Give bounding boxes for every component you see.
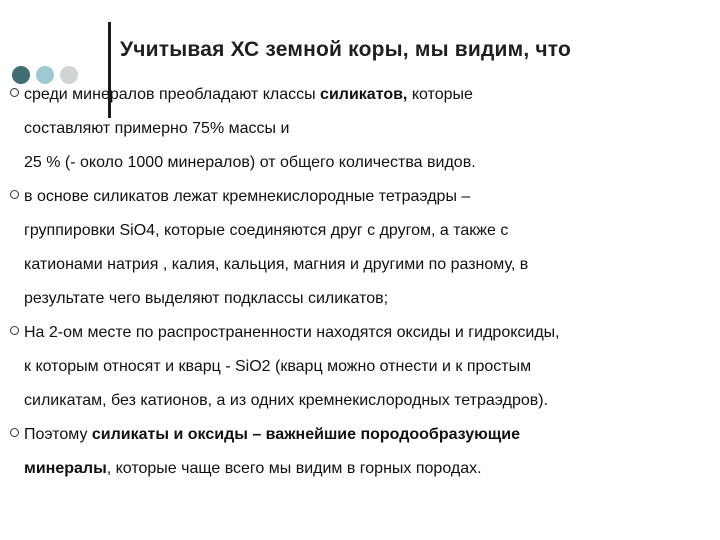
bullet-text-line	[0, 384, 720, 418]
bullet-circle-icon	[10, 428, 19, 437]
bullet-text-line	[0, 214, 720, 248]
bullet-item	[0, 316, 720, 418]
bullet-text-line	[0, 316, 720, 350]
bullet-text-line	[0, 146, 720, 180]
bullet-circle-icon	[10, 88, 19, 97]
bullet-text-line	[0, 418, 720, 452]
bullet-item	[0, 180, 720, 316]
text-segment: , которые чаще всего мы видим в горных породах.	[106, 460, 482, 477]
text-segment: 25 % (- около 1000 минералов) от общего количества видов.	[24, 154, 476, 171]
text-segment: составляют примерно 75% массы и	[24, 120, 290, 137]
text-segment: в основе силикатов лежат кремнекислородные тетраэдры –	[24, 188, 471, 205]
text-segment: которые	[407, 86, 473, 103]
bold-text: минералы	[24, 460, 107, 477]
bullet-text-line	[0, 282, 720, 316]
bullet-text-line	[0, 452, 720, 486]
bullet-text-line	[0, 78, 720, 112]
text-segment: катионами натрия , калия, кальция, магния и другими по разному, в	[24, 256, 529, 273]
bullet-text-line	[0, 180, 720, 214]
text-segment: Поэтому	[24, 426, 92, 443]
bullet-text-line	[0, 112, 720, 146]
text-segment: результате чего выделяют подклассы силикатов;	[24, 290, 389, 307]
bullet-circle-icon	[10, 190, 19, 199]
text-segment: среди минералов преобладают классы	[24, 86, 321, 103]
slide-title: Учитывая ХС земной коры, мы видим, что	[120, 38, 572, 61]
bullet-text-line	[0, 350, 720, 384]
bold-text: силикатов,	[320, 86, 408, 103]
bullet-item	[0, 418, 720, 486]
bullet-list	[0, 78, 720, 486]
bullet-circle-icon	[10, 326, 19, 335]
text-segment: группировки SiO4, которые соединяются друг с другом, а также с	[24, 222, 509, 239]
bullet-text-line	[0, 248, 720, 282]
bold-text: силикаты и оксиды – важнейшие породообразующие	[91, 426, 521, 443]
text-segment: к которым относят и кварц - SiO2 (кварц можно отнести и к простым	[24, 358, 532, 375]
text-segment: силикатам, без катионов, а из одних кремнекислородных тетраэдров).	[24, 392, 549, 409]
text-segment: На 2-ом месте по распространенности находятся оксиды и гидроксиды,	[24, 324, 560, 341]
bullet-item	[0, 78, 720, 180]
